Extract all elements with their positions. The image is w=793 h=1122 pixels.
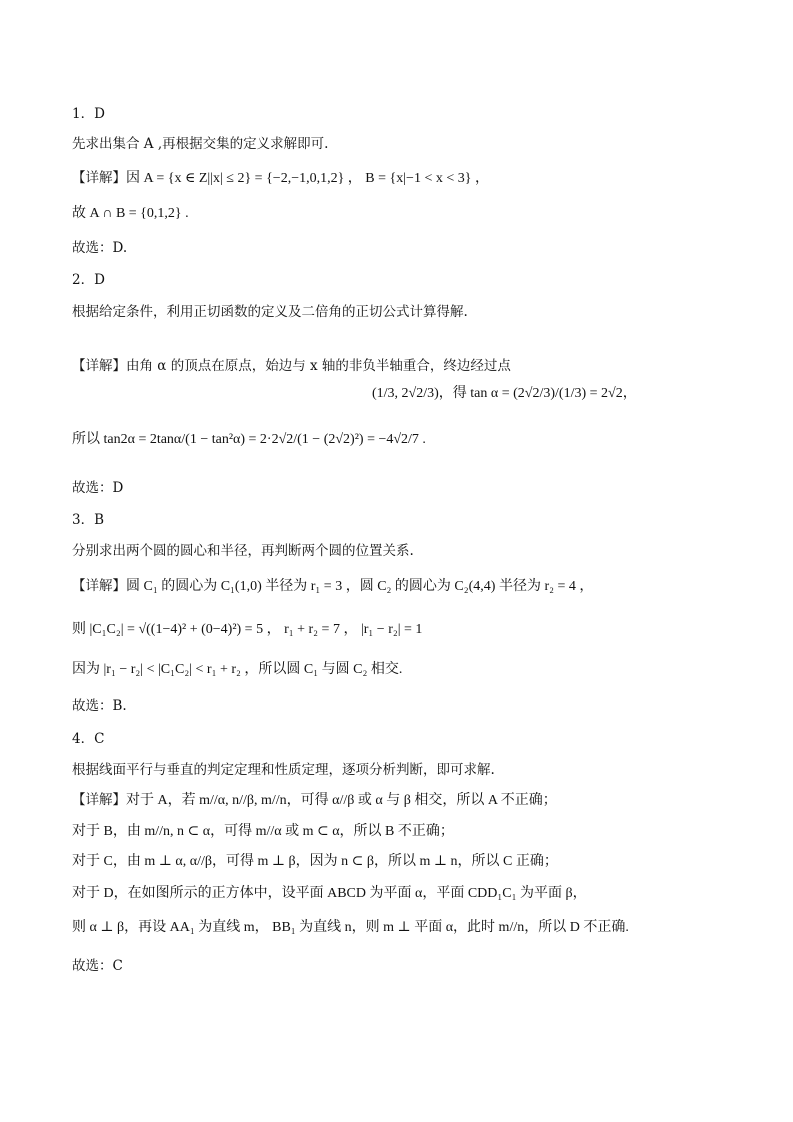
- q4-detail-line-3: 对于 C，由 m ⊥ α, α//β，可得 m ⊥ β，因为 n ⊂ β，所以 m ⊥ n，所以 C 正确；: [72, 854, 558, 869]
- q2-summary: 根据给定条件，利用正切函数的定义及二倍角的正切公式计算得解.: [72, 304, 468, 320]
- q3-summary: 分别求出两个圆的圆心和半径，再判断两个圆的位置关系.: [72, 543, 414, 559]
- q3-detail-line-3: 因为 |r₁ − r₂| < |C₁C₂| < r₁ + r₂ ，所以圆 C₁ 与圆 C₂ 相交.: [72, 662, 403, 677]
- q4-conclusion: 故选：C: [72, 958, 123, 974]
- q3-detail-line-2: 则 |C₁C₂| = √((1−4)² + (0−4)²) = 5 ， r₁ + r₂ = 7 ， |r₁ − r₂| = 1: [72, 622, 423, 637]
- q2-detail-line-2: (1/3, 2√2/3)，得 tan α = (2√2/3)/(1/3) = 2√2，: [372, 386, 637, 401]
- q3-conclusion: 故选：B.: [72, 698, 127, 714]
- q4-detail-line-4: 对于 D，在如图所示的正方体中，设平面 ABCD 为平面 α，平面 CDD₁C₁ 为平面 β，: [72, 886, 587, 901]
- detail-tag: 【详解】: [72, 578, 126, 594]
- q2-conclusion: 故选：D: [72, 480, 124, 496]
- q4-heading: 4．C: [72, 731, 105, 747]
- q4-detail-line-2: 对于 B，由 m//n, n ⊂ α，可得 m//α 或 m ⊂ α，所以 B 不正确；: [72, 824, 454, 839]
- q1-heading: 1．D: [72, 106, 105, 122]
- q4-summary: 根据线面平行与垂直的判定定理和性质定理，逐项分析判断，即可求解.: [72, 762, 495, 778]
- q4-detail-line-1: 【详解】对于 A，若 m//α, n//β, m//n，可得 α//β 或 α 与 β 相交，所以 A 不正确；: [72, 792, 557, 808]
- q2-heading: 2．D: [72, 272, 105, 288]
- q1-conclusion: 故选：D.: [72, 240, 128, 256]
- q3-heading: 3．B: [72, 512, 105, 528]
- q1-detail-line-2: 故 A ∩ B = {0,1,2} .: [72, 206, 189, 221]
- q4-detail-line-5: 则 α ⊥ β，再设 AA₁ 为直线 m， BB₁ 为直线 n，则 m ⊥ 平面 α，此时 m//n，所以 D 不正确.: [72, 920, 629, 935]
- q1-detail-line-1: 【详解】因 A = {x ∈ Z||x| ≤ 2} = {−2,−1,0,1,2} ， B = {x|−1 < x < 3} ，: [72, 170, 489, 186]
- q2-detail-line-3: 所以 tan2α = 2tanα/(1 − tan²α) = 2·2√2/(1 − (2√2)²) = −4√2/7 .: [72, 432, 426, 447]
- q1-summary: 先求出集合 A ,再根据交集的定义求解即可.: [72, 136, 329, 152]
- q2-detail-line-1: 【详解】由角 α 的顶点在原点，始边与 x 轴的非负半轴重合，终边经过点: [72, 358, 511, 374]
- detail-tag: 【详解】: [72, 358, 126, 374]
- detail-tag: 【详解】: [72, 170, 126, 186]
- detail-tag: 【详解】: [72, 792, 126, 808]
- q3-detail-line-1: 【详解】圆 C₁ 的圆心为 C₁(1,0) 半径为 r₁ = 3 ，圆 C₂ 的圆心为 C₂(4,4) 半径为 r₂ = 4 ，: [72, 578, 594, 594]
